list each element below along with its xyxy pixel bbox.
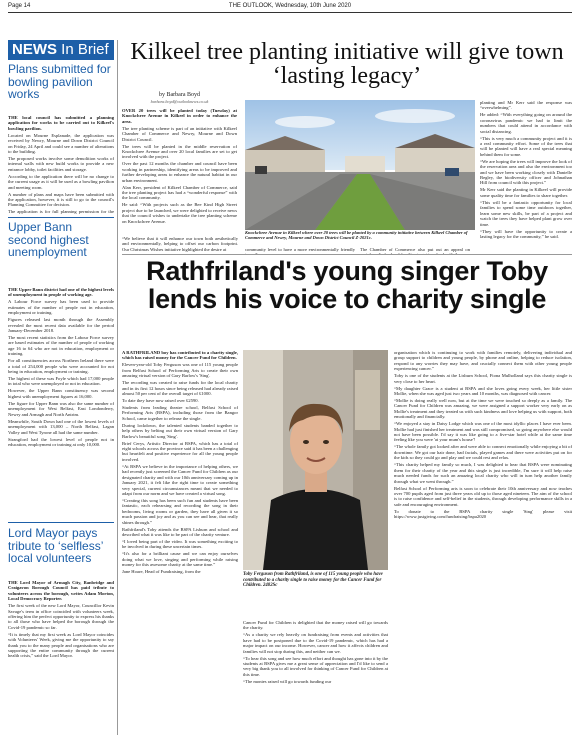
paragraph: The Chamber of Commerce also put out an appeal on xyxy=(360,247,470,252)
paragraph: The first week of the new Lord Mayor, Councillor Kevin Savage's term in office coincided with volunteers week, offering him the perfect opportunity to express his thanks to all those who have helped the borough through the Covid-19 pandemic so far. xyxy=(8,603,114,630)
paragraph: community level to have a more environmentally friendly xyxy=(245,247,355,252)
paragraph: Figures released last month through the Assembly revealed the most recent data available for the period January-December 2018. xyxy=(8,317,114,334)
brief-body xyxy=(8,287,114,519)
brief-headline: Lord Mayor pays tribute to ‘selfless’ local volunteers xyxy=(8,526,103,565)
paragraph: He said: “With projects such as the Bee Kind High Street project due to be launched, we were delighted to receive news that the council wishes to undertake the tree planting scheme on Knockchree Avenue. xyxy=(122,202,237,224)
paragraph: A RATHFRILAND boy has contributed to a charity single, which has raised money for the Cancer Fund for Children. xyxy=(122,350,238,361)
paragraph: However, the Upper Bann constituency was second highest with unemployment figures at 16,000. xyxy=(8,388,114,399)
byline-email: barbara.boyd@outlooknews.co.uk xyxy=(150,99,209,104)
news-label: NEWS xyxy=(12,41,57,58)
paragraph: “It is timely that my first week as Lord Mayor coincides with Volunteers' Week, giving me the opportunity to say thank you to the many people and organisations who are supporting the entire community through the current health crisis,” said the Lord Mayor. xyxy=(8,631,114,659)
story2-column-3 xyxy=(394,350,572,734)
paragraph: Strangford had the lowest level of people not in education, employment or training at only 10,000. xyxy=(8,436,114,447)
brief-headline: Plans submitted for bowling pavilion works xyxy=(8,62,111,101)
paragraph: Meanwhile, South Down had one of the lowest levels of unemployment with 13,000 – North Belfast, Lagan Valley and West Tyrone all had the same number. xyxy=(8,418,114,435)
paragraph: The proposed works involve some demolition works of internal walls with new build works to provide a new entrance lobby, toilet facilities and storage. xyxy=(8,156,114,172)
street-photo-image xyxy=(245,100,475,230)
paragraph: Cancer Fund for Children is delighted that the money raised will go towards the charity. xyxy=(243,620,388,631)
story1-column-1 xyxy=(122,108,237,252)
publication-dateline: THE OUTLOOK, Wednesday, 10th June 2020 xyxy=(228,3,352,9)
paragraph: Students from leading theatre school, Belfast School of Performing Arts (BSPA), including those from the Bangor School, came together to release the single. xyxy=(122,405,238,421)
paragraph: The trees will be planted in the middle reservation of Knockchree Avenue and over 20 local families are set to get involved with the project. xyxy=(122,143,237,160)
paragraph: Over the past 12 months the chamber and council have been working in partnership, identifying areas to be improved and further developing areas to enhance the natural habitat in our urban environment. xyxy=(122,161,237,183)
toby-photo xyxy=(243,350,388,570)
paragraph: The application is for full planning permission for the xyxy=(8,209,114,215)
brief-headline: Upper Bann second highest unemployment xyxy=(8,220,89,259)
story1-headline: Kilkeel tree planting initiative will give town ‘lasting legacy’ xyxy=(130,39,564,89)
brief-divider xyxy=(8,522,114,523)
story1-caption: Knockchree Avenue in Kilkeel where over 20 trees will be planted by a community initiative between Kilkeel Chamber of Commerce and Newry, Mourne and Down District Council Z-2021c. xyxy=(245,230,468,241)
story2-headline: Rathfriland's young singer Toby lends his voice to charity single xyxy=(146,256,548,314)
paragraph: For all constituencies across Northern Ireland there were a total of 254,000 people who were accounted for not being in education, employment or training. xyxy=(8,358,114,375)
tree-planting-photo xyxy=(245,100,475,230)
story1-column-4 xyxy=(480,100,572,252)
paragraph: He added: “With everything going on around the coronavirus pandemic we had to limit the numbers that could attend in accordance with social distancing. xyxy=(480,112,572,134)
brief-body xyxy=(8,580,114,734)
paragraph: Brief Cerys, Artistic Director at BSPA, which has a total of eight schools across the province said it has been a challenging but heartfelt and positive experience for all the young people involved. xyxy=(122,440,238,462)
paragraph: Jane Hoare, Head of Fundraising, from the xyxy=(122,569,201,575)
brief-divider xyxy=(8,217,114,218)
paragraph: The most recent statistics from the Labour Force survey are based estimates of the number of people of working age 16 to 64 who are not in education, employment or training. xyxy=(8,335,114,357)
paragraph: “The whole family got looked after and were able to connect emotionally while enjoying a bit of downtime. We got our hair done, had facials, played games and there were activities put on for the kids so they could go and play and we could rest and relax. xyxy=(394,444,572,461)
paragraph: The recording was created to raise funds for the local charity and in its first 12 hours since being released had already raised almost 50 per cent of the overall target of £1000. xyxy=(122,380,238,397)
paragraph: planting and Mr Kerr said the response was “overwhelming”. xyxy=(480,100,572,111)
paragraph: “We enjoyed a stay in Daisy Lodge which was one of the most idyllic places I have ever been. Mollie had just finished her treatment and was still compromised, so going anywhere else would not have been possible. I'd say it was like going to a five-star hotel while at the same time feeling like you were 'at your mum's house'! xyxy=(394,421,572,443)
page-number: Page 14 xyxy=(8,3,31,9)
paragraph: To donate to the BSPA charity single 'Sing' please visit https://www.justgiving.com/fundraising/bspa2020 xyxy=(394,508,572,520)
paragraph: Mr Kerr said the planting in Kilkeel will provide some quality time for families to share together. xyxy=(480,187,572,198)
paragraph: “It's also for a brilliant cause and we can enjoy ourselves doing what we love, singing and performing while raising money for this awesome charity at the same time.” xyxy=(122,551,238,568)
paragraph: “This charity helped my family so much, I was delighted to hear that BSPA were nominating them for their charity of the year and this single is just incredible, I'm sure it will help raise much needed funds for such an amazing local charity who will in turn help another family through what we went through.” xyxy=(394,462,572,484)
paragraph: THE local council has submitted a planning application for works to be carried out to Kilkeel's bowling pavilion. xyxy=(8,115,114,131)
story1-byline xyxy=(122,92,237,105)
byline-name: by Barbara Boyd xyxy=(159,92,200,98)
paragraph: A Labour Force survey has been used to provide estimates of the number of people not in education, employment or training. xyxy=(8,299,114,316)
news-in-brief-banner xyxy=(8,40,114,60)
paragraph: The highest of these was Foyle which had 17,000 people in total who were unemployed or not in education. xyxy=(8,376,114,387)
column-rule xyxy=(117,40,118,735)
paragraph: To date they have now raised over £2590. xyxy=(122,398,199,404)
paragraph: Toby is one of the students at the Lisburn School, Fiona Mulholland says this charity single is very close to her heart. xyxy=(394,373,572,384)
paragraph: “This is very much a community project and it is a real community effort. Some of the trees that will be planted will have a real special meaning behind them for some. xyxy=(480,135,572,157)
paragraph: “My daughter Grace is a student at BSPA and she loves going every week, her little sister Mollie, when she was aged just two years and 10 months, was diagnosed with cancer. xyxy=(394,385,572,397)
header-rule xyxy=(8,12,572,13)
paragraph: organisation which is continuing to work with families remotely, delivering individual and group support to children and young people, by phone and online, helping to reduce isolation, respond to any worries they may have, and crucially connect them with other young people experiencing cancer.” xyxy=(394,350,572,372)
story-divider xyxy=(122,254,572,255)
paragraph: “We believe that it will enhance our town both aesthetically and environmentally, helping to offset our carbon footprint. Our Christmas Wishes initiative highlighted the desire at xyxy=(122,236,238,252)
paragraph: “To hear this song and see how much effort and thought has gone into it by the students at BSPA gives me a great sense of appreciation and I'd like to send a very big thank you to all involved for thinking of Cancer Fund for Children at this time. xyxy=(243,655,388,677)
brief-body xyxy=(8,115,114,215)
story2-column-1 xyxy=(122,350,238,734)
paragraph: A number of plans and maps have been submitted with the application, however, it is still to go to the council's Planning Committee for decision. xyxy=(8,191,114,208)
story1-column-1b xyxy=(122,236,238,254)
paragraph: OVER 20 trees will be planted today (Tuesday) at Knockchree Avenue in Kilkeel in order to enhance the area. xyxy=(122,108,237,124)
paragraph: THE Upper Bann district had one of the highest levels of unemployment in people of working age. xyxy=(8,287,114,298)
paragraph: “This will be a fantastic opportunity for local families to spend some time outdoors together, learn some new skills, be part of a project and watch the trees they have helped plant grow over time. xyxy=(480,199,572,227)
portrait-image xyxy=(243,350,388,570)
paragraph: According to the application there will be no change to the current usage as it will be used as a bowling pavilion and meeting room. xyxy=(8,173,114,190)
paragraph: The figure for Upper Bann was also the same number of unemployment for West Belfast, East Londonderry, Newry and Armagh and North Antrim. xyxy=(8,400,114,417)
paragraph: The tree planting scheme is part of an initiative with Kilkeel Chamber of Commerce and Newry, Mourne and Down District Council. xyxy=(122,125,237,142)
story2-column-2 xyxy=(243,620,388,734)
story2-caption: Toby Ferguson from Rathfriland, is one of 115 young people who have contributed to a charity single to raise money for the Cancer Fund for Children. 2402Sc xyxy=(243,572,383,589)
paragraph: “At BSPA we believe in the importance of helping others, we had recently just screened the Cancer Fund for Children as our designated charity and with our 10th anniversary coming up in January 2021, it felt like the right time to create something very special, current circumstances meant that we needed to adapt from our norm and we have created a virtual song. xyxy=(122,463,238,496)
paragraph: “As a charity we rely heavily on fundraising from events and activities that have had to be postponed due to the Covid-19 pandemic, which has had a major impact on our income. However, cancer and how it affects children and families will not stop during this, and neither can we. xyxy=(243,632,388,654)
paragraph: Alan Kerr, president of Kilkeel Chamber of Commerce, said the tree planting project has had a “wonderful response” with the local community. xyxy=(122,184,237,201)
paragraph: Eleven-year-old Toby Ferguson was one of 115 young people from Belfast School of Performing Arts to create their own amazing virtual version of Gary Barlow's 'Sing'. xyxy=(122,362,238,379)
paragraph: “We are hoping the trees will improve the look of the reservation area and also the environment too and we have been working closely with Danielle Begley, the biodiversity officer and Johnathan Hill from council with this project.” xyxy=(480,158,572,186)
paragraph: Belfast School of Performing arts is soon to celebrate their 10th anniversary and now teaches over 700 pupils aged from just three years old up to those aged nineteen. The aim of the school is to raise confidence and self-belief in the students, through developing performance skills in a safe and encouraging environment. xyxy=(394,485,572,507)
paragraph: “Creating this song has been such fun and students have been fantastic, each rehearsing and recording the song in their bedrooms, living rooms or garden, they have all given it so much passion and joy and as you can see and hear, that really shines through.” xyxy=(122,497,238,525)
in-brief-label: In Brief xyxy=(57,41,109,58)
paragraph: During lockdown, the talented students banded together to help others by belting out their own virtual version of Gary Barlow's beautiful song 'Sing'. xyxy=(122,422,238,439)
paragraph: “The monies raised will go towards funding our xyxy=(243,678,332,684)
paragraph: Located on Mourne Esplanade, the application was received by Newry, Mourne and Down District Council on Friday, 24 April and could see a number of alterations to the building. xyxy=(8,132,114,155)
paragraph: “They will have the opportunity to create a lasting legacy for the community,” he said. xyxy=(480,228,572,239)
paragraph: THE Lord Mayor of Armagh City, Banbridge and Craigavon Borough Council has paid tribute to volunteers across the borough, writes Adam Morton, Local Democracy Reporter. xyxy=(8,580,114,602)
paragraph: Rathfriland's Toby attends the BSPA Lisburn and school and described what it was like to be part of the charity venture. xyxy=(122,526,238,537)
paragraph: “I loved being part of the video. It was something exciting to be involved in during these uncertain times. xyxy=(122,538,238,550)
paragraph: “Mollie is doing really well now, but at the time we were touched so deeply as a family. The Cancer Fund for Children was amazing, we were assigned a support worker very early on as Mollie's treatment and they treated us with such kindness and love helping us with support, both emotionally and financially. xyxy=(394,398,572,420)
